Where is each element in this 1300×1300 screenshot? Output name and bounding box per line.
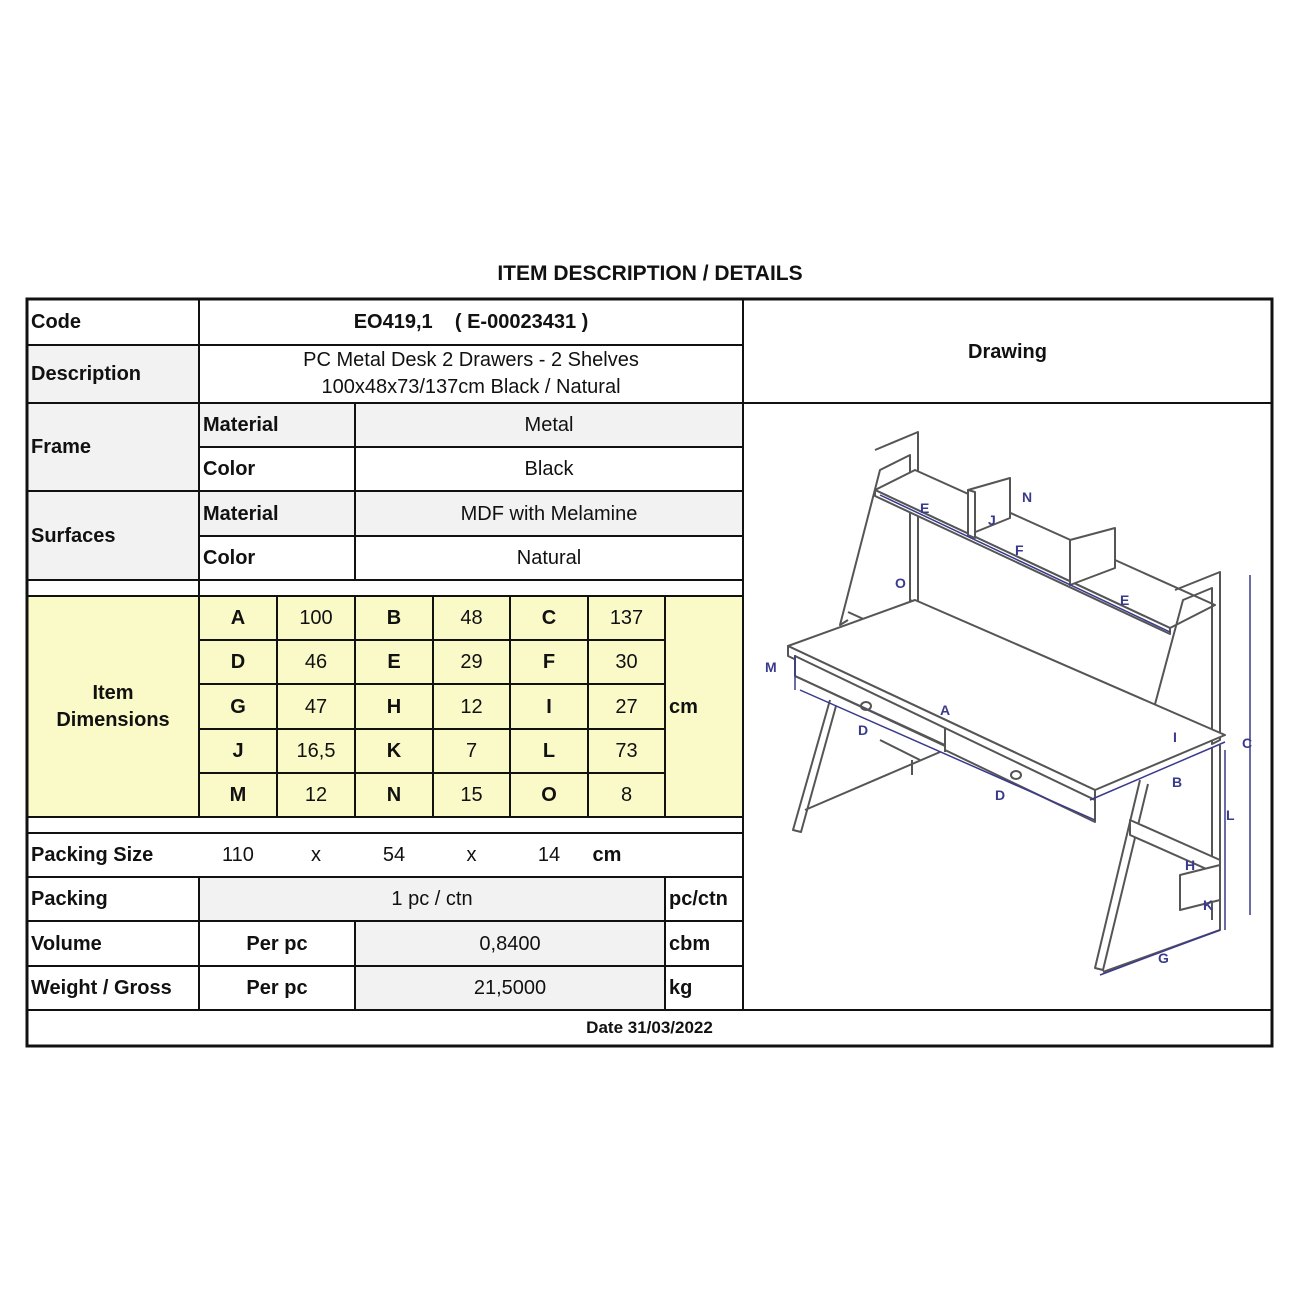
weight-label: Weight / Gross (31, 977, 172, 999)
description-label: Description (31, 363, 142, 385)
drawing-letter: H (1185, 857, 1196, 873)
dimension-value: 12 (460, 695, 483, 718)
dimension-letter: G (230, 695, 246, 718)
right-leg (1095, 780, 1148, 970)
dimension-letter: H (386, 695, 402, 718)
drawing-letter: G (1158, 950, 1169, 966)
dimension-value: 100 (299, 607, 333, 629)
volume-unit: cbm (669, 932, 711, 955)
drawing-letter: O (895, 575, 906, 591)
packing-size-width: 54 (382, 844, 406, 866)
dimension-letter: M (229, 784, 247, 806)
volume-value: 0,8400 (479, 932, 541, 955)
drawing-letter: A (940, 702, 951, 718)
dimensions-label-line-1: Item (92, 682, 134, 704)
drawing-letter: C (1242, 735, 1253, 751)
dimension-letter: E (387, 651, 401, 673)
date-footer: Date 31/03/2022 (586, 1018, 713, 1037)
dimensions-label-line-2: Dimensions (56, 709, 170, 731)
drawing-letter: B (1172, 774, 1183, 790)
description-line-2: 100x48x73/137cm Black / Natural (321, 376, 621, 398)
surfaces-label: Surfaces (31, 524, 116, 547)
left-leg (793, 700, 836, 832)
surfaces-color-value: Natural (516, 547, 582, 569)
frame-material-label: Material (203, 414, 279, 436)
packing-size-unit: cm (592, 844, 622, 866)
dimension-value: 73 (615, 740, 638, 762)
surfaces-color-label: Color (203, 547, 256, 569)
drawing-letter: I (1173, 729, 1177, 745)
packing-value: 1 pc / ctn (391, 888, 473, 910)
dimension-letter: B (386, 607, 402, 629)
packing-size-label: Packing Size (31, 844, 154, 866)
dimension-letter: C (541, 607, 557, 629)
dimension-value: 27 (615, 695, 638, 718)
drawing-letter: E (1120, 592, 1130, 608)
document-title: ITEM DESCRIPTION / DETAILS (497, 262, 803, 285)
packing-size-separator: x (466, 844, 477, 866)
dimension-letter: I (546, 695, 552, 718)
packing-size-separator: x (311, 844, 321, 866)
dimensions-unit: cm (669, 695, 698, 718)
dimension-value: 12 (304, 784, 328, 806)
packing-label: Packing (31, 888, 108, 910)
code-label: Code (31, 311, 81, 333)
weight-unit: kg (669, 977, 693, 999)
dimension-value: 15 (460, 784, 483, 806)
dimension-value: 48 (460, 607, 483, 629)
frame-color-value: Black (524, 458, 574, 480)
dimension-letter: L (542, 740, 556, 762)
dimension-letter: F (542, 651, 556, 673)
volume-per: Per pc (246, 932, 308, 955)
frame-label: Frame (31, 436, 92, 458)
packing-unit: pc/ctn (669, 888, 728, 910)
lower-shelf (1130, 820, 1220, 875)
dimension-value: 7 (465, 740, 478, 762)
dimension-value: 46 (304, 651, 328, 673)
surfaces-material-label: Material (203, 502, 279, 525)
dimension-letter: D (230, 651, 246, 673)
code-value: EO419,1 ( E-00023431 ) (353, 311, 589, 333)
volume-label: Volume (31, 932, 102, 955)
left-rear-frame (840, 432, 918, 625)
packing-size-length: 110 (222, 844, 254, 866)
description-line-1: PC Metal Desk 2 Drawers - 2 Shelves (303, 349, 639, 371)
drawing-letter: M (765, 659, 777, 675)
dimension-value: 29 (460, 651, 483, 673)
drawing-letter: K (1203, 897, 1214, 913)
drawing-letter: N (1022, 489, 1033, 505)
drawing-letter: F (1015, 542, 1024, 558)
dimension-value: 137 (609, 607, 644, 629)
dimension-letter: A (230, 607, 246, 629)
dimension-value: 8 (620, 784, 633, 806)
dimension-value: 47 (304, 695, 328, 718)
dimension-letter: K (386, 740, 402, 762)
weight-per: Per pc (246, 977, 308, 999)
surfaces-material-value: MDF with Melamine (460, 502, 638, 525)
drawing-letter: D (858, 722, 869, 738)
drawing-letter: L (1226, 807, 1235, 823)
dimension-value: 16,5 (296, 740, 336, 762)
drawing-letter: E (920, 500, 930, 516)
frame-material-value: Metal (524, 414, 574, 436)
drawing-letter: D (995, 787, 1006, 803)
dimension-letter: N (386, 784, 402, 806)
drawing-label: Drawing (968, 341, 1047, 363)
packing-size-height: 14 (537, 844, 561, 866)
dimension-letter: O (541, 784, 557, 806)
dimension-value: 30 (615, 651, 638, 673)
frame-color-label: Color (203, 458, 256, 480)
dimension-letter: J (232, 740, 244, 762)
drawing-letter: J (988, 512, 996, 528)
weight-value: 21,5000 (473, 977, 547, 999)
